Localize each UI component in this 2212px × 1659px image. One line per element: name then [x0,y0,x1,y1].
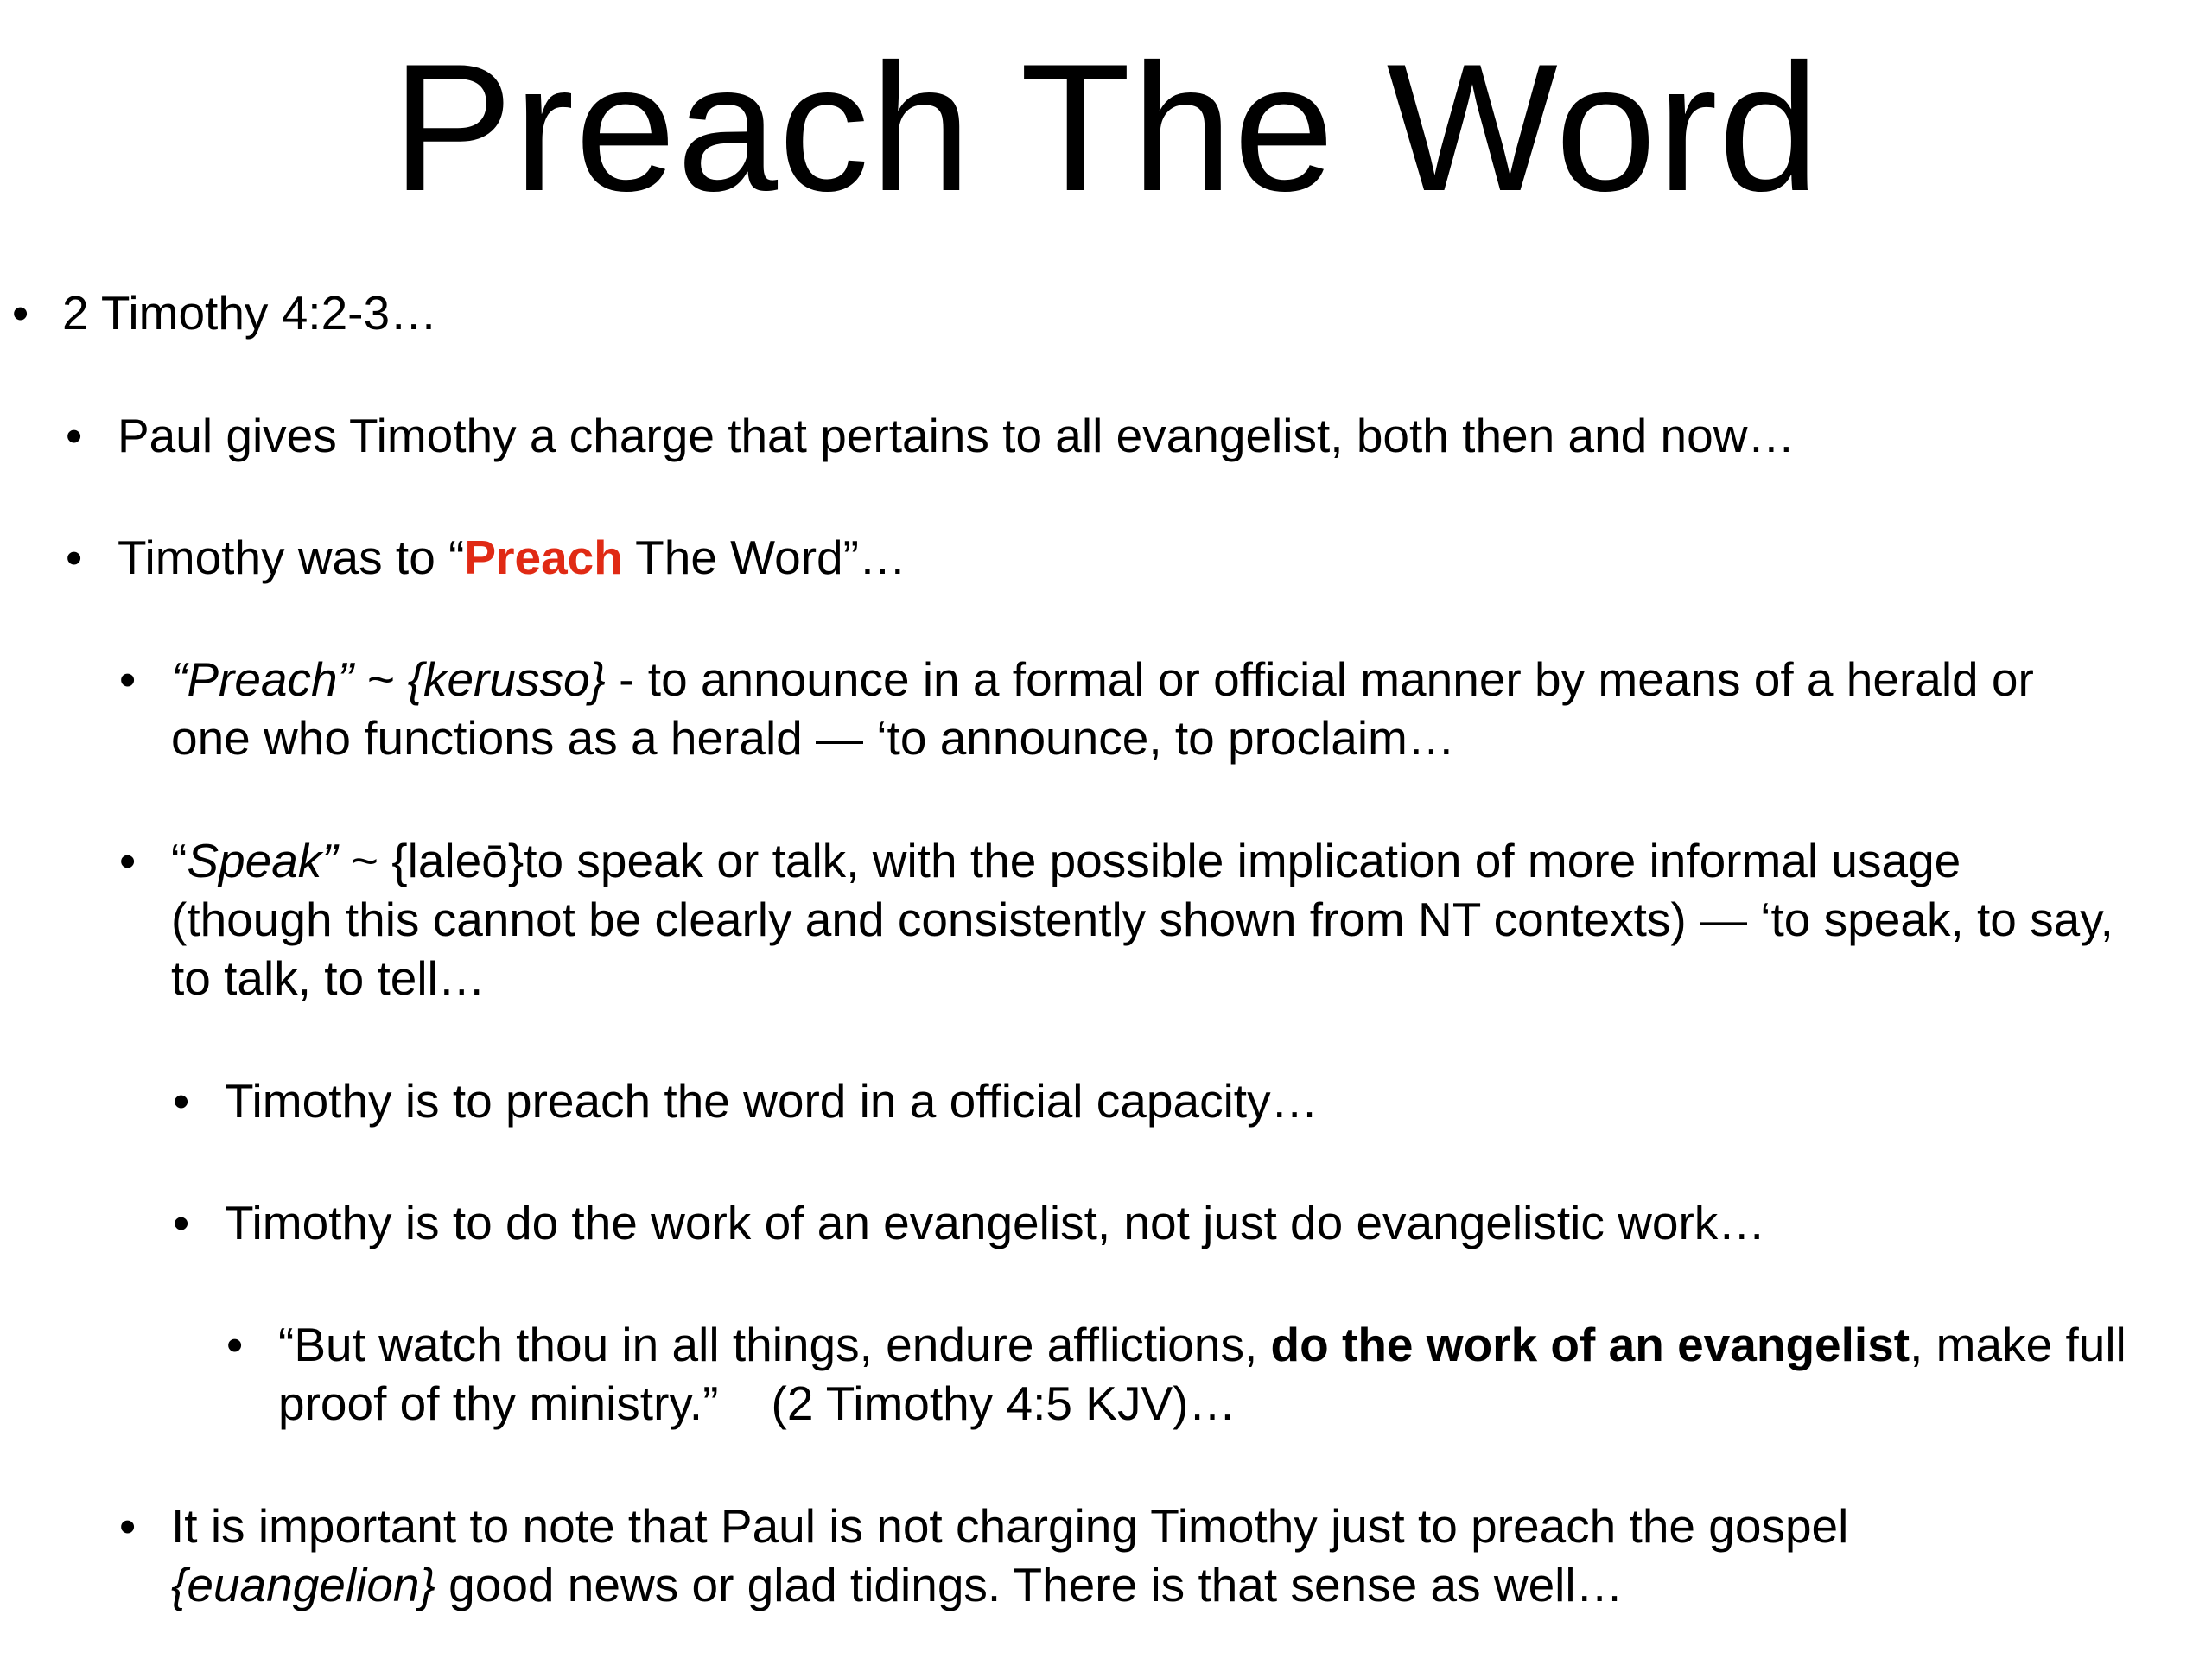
bullet-text-kjv-quote [278,1315,2126,1374]
bullet-text-laleo-cont: (though this cannot be clearly and consistently shown from NT contexts) — ‘to speak, to say, [171,893,2113,946]
term-speak: Speak” [187,834,338,887]
text-segment: good news or glad tidings. There is that sense as well… [435,1558,1624,1611]
bullet-icon: • [119,652,137,706]
emphasis-work-of-evangelist: do the work of an evangelist [1270,1318,1910,1371]
bullet-icon: • [173,1074,190,1128]
bullet-icon: • [226,1318,244,1371]
text-segment: “But watch thou in all things, endure afflictions, [278,1318,1271,1371]
bullet-text-kjv-quote-cont: proof of thy ministry.” (2 Timothy 4:5 KJV)… [278,1376,1236,1430]
bullet-text-kerusso [171,650,2034,709]
text-segment: “ [171,834,188,887]
bullet-text-gospel-cont [171,1555,1624,1614]
text-segment: The Word”… [622,531,906,584]
bullet-text-laleo [171,831,1961,890]
bullet-text-laleo-cont: to talk, to tell… [171,951,486,1005]
bullet-icon: • [66,409,83,462]
text-segment: - to announce in a formal or official manner by means of a herald or [605,652,2034,706]
bullet-text-reference: 2 Timothy 4:2-3… [62,286,438,340]
bullet-icon: • [173,1196,190,1249]
bullet-text-preach-the-word [118,528,906,587]
text-segment: , make full [1910,1318,2126,1371]
bullet-text-official-capacity: Timothy is to preach the word in a official capacity… [225,1074,1319,1128]
text-segment: ~ {laleō}to speak or talk, with the possible implication of more informal usage [337,834,1961,887]
bullet-text-work-of-evangelist: Timothy is to do the work of an evangelist, not just do evangelistic work… [225,1196,1766,1249]
bullet-text-charge: Paul gives Timothy a charge that pertains to all evangelist, both then and now… [118,409,1796,462]
highlight-preach: Preach [464,531,623,584]
term-euangelion: {euangelion} [171,1558,435,1611]
bullet-icon: • [66,531,83,584]
slide-title: Preach The Word [391,26,1821,229]
bullet-text-kerusso-cont: one who functions as a herald — ‘to announce, to proclaim… [171,711,1455,765]
text-segment: Timothy was to “ [118,531,465,584]
bullet-icon: • [119,834,137,887]
bullet-icon: • [119,1499,137,1553]
term-kerusso: “Preach” ~ {kerusso} [171,652,606,706]
bullet-text-gospel: It is important to note that Paul is not charging Timothy just to preach the gospel [171,1499,1849,1553]
bullet-icon: • [12,286,29,340]
